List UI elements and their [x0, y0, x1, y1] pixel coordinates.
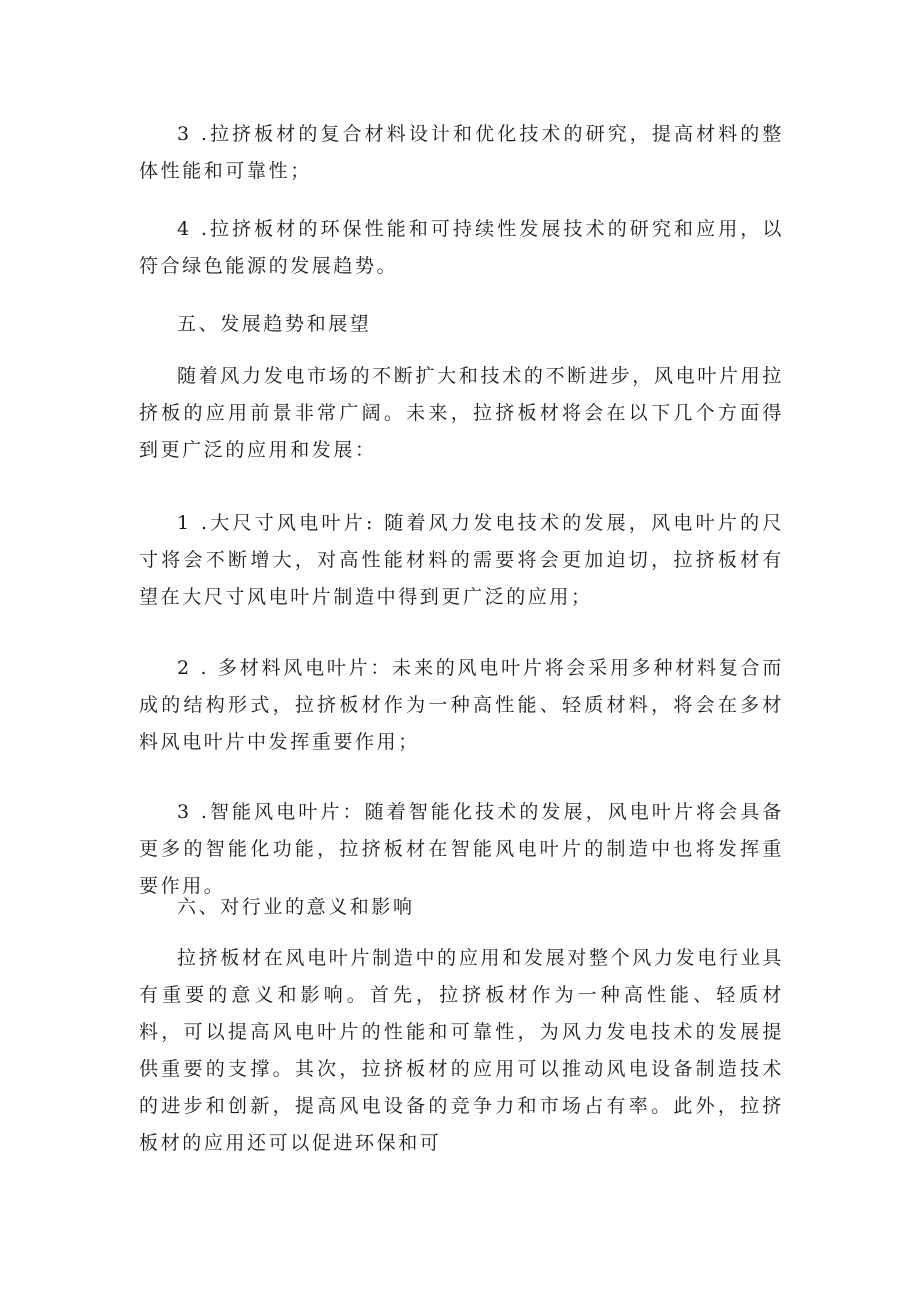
- paragraph-industry-impact: 拉挤板材在风电叶片制造中的应用和发展对整个风力发电行业具有重要的意义和影响。首先，拉挤板材作为一种高性能、轻质材料，可以提高风电叶片的性能和可靠性，为风力发电技术的发展提供重要的支撑。其次，拉挤板材的应用可以推动风电设备制造技术的进步和创新，提高风电设备的竞争力和市场占有率。此外，拉挤板材的应用还可以促进环保和可: [139, 947, 784, 1154]
- list-item-multi-material: 2 . 多材料风电叶片：未来的风电叶片将会采用多种材料复合而成的结构形式，拉挤板材作为一种高性能、轻质材料，将会在多材料风电叶片中发挥重要作用；: [139, 657, 784, 753]
- section-heading-5: 五、发展趋势和展望: [177, 313, 372, 335]
- list-item-smart-blades: 3 .智能风电叶片：随着智能化技术的发展，风电叶片将会具备更多的智能化功能，拉挤板材在智能风电叶片的制造中也将发挥重要作用。: [139, 801, 784, 897]
- list-item-composite-design: 3 .拉挤板材的复合材料设计和优化技术的研究，提高材料的整体性能和可靠性；: [139, 123, 784, 182]
- list-item-environmental: 4 .拉挤板材的环保性能和可持续性发展技术的研究和应用，以符合绿色能源的发展趋势。: [139, 218, 784, 277]
- section-heading-6: 六、对行业的意义和影响: [177, 896, 415, 918]
- paragraph-outlook: 随着风力发电市场的不断扩大和技术的不断进步，风电叶片用拉挤板的应用前景非常广阔。未来，拉挤板材将会在以下几个方面得到更广泛的应用和发展：: [139, 365, 784, 461]
- list-item-large-blades: 1 .大尺寸风电叶片: 随着风力发电技术的发展，风电叶片的尺寸将会不断增大，对高性能材料的需要将会更加迫切，拉挤板材有望在大尺寸风电叶片制造中得到更广泛的应用；: [139, 512, 784, 608]
